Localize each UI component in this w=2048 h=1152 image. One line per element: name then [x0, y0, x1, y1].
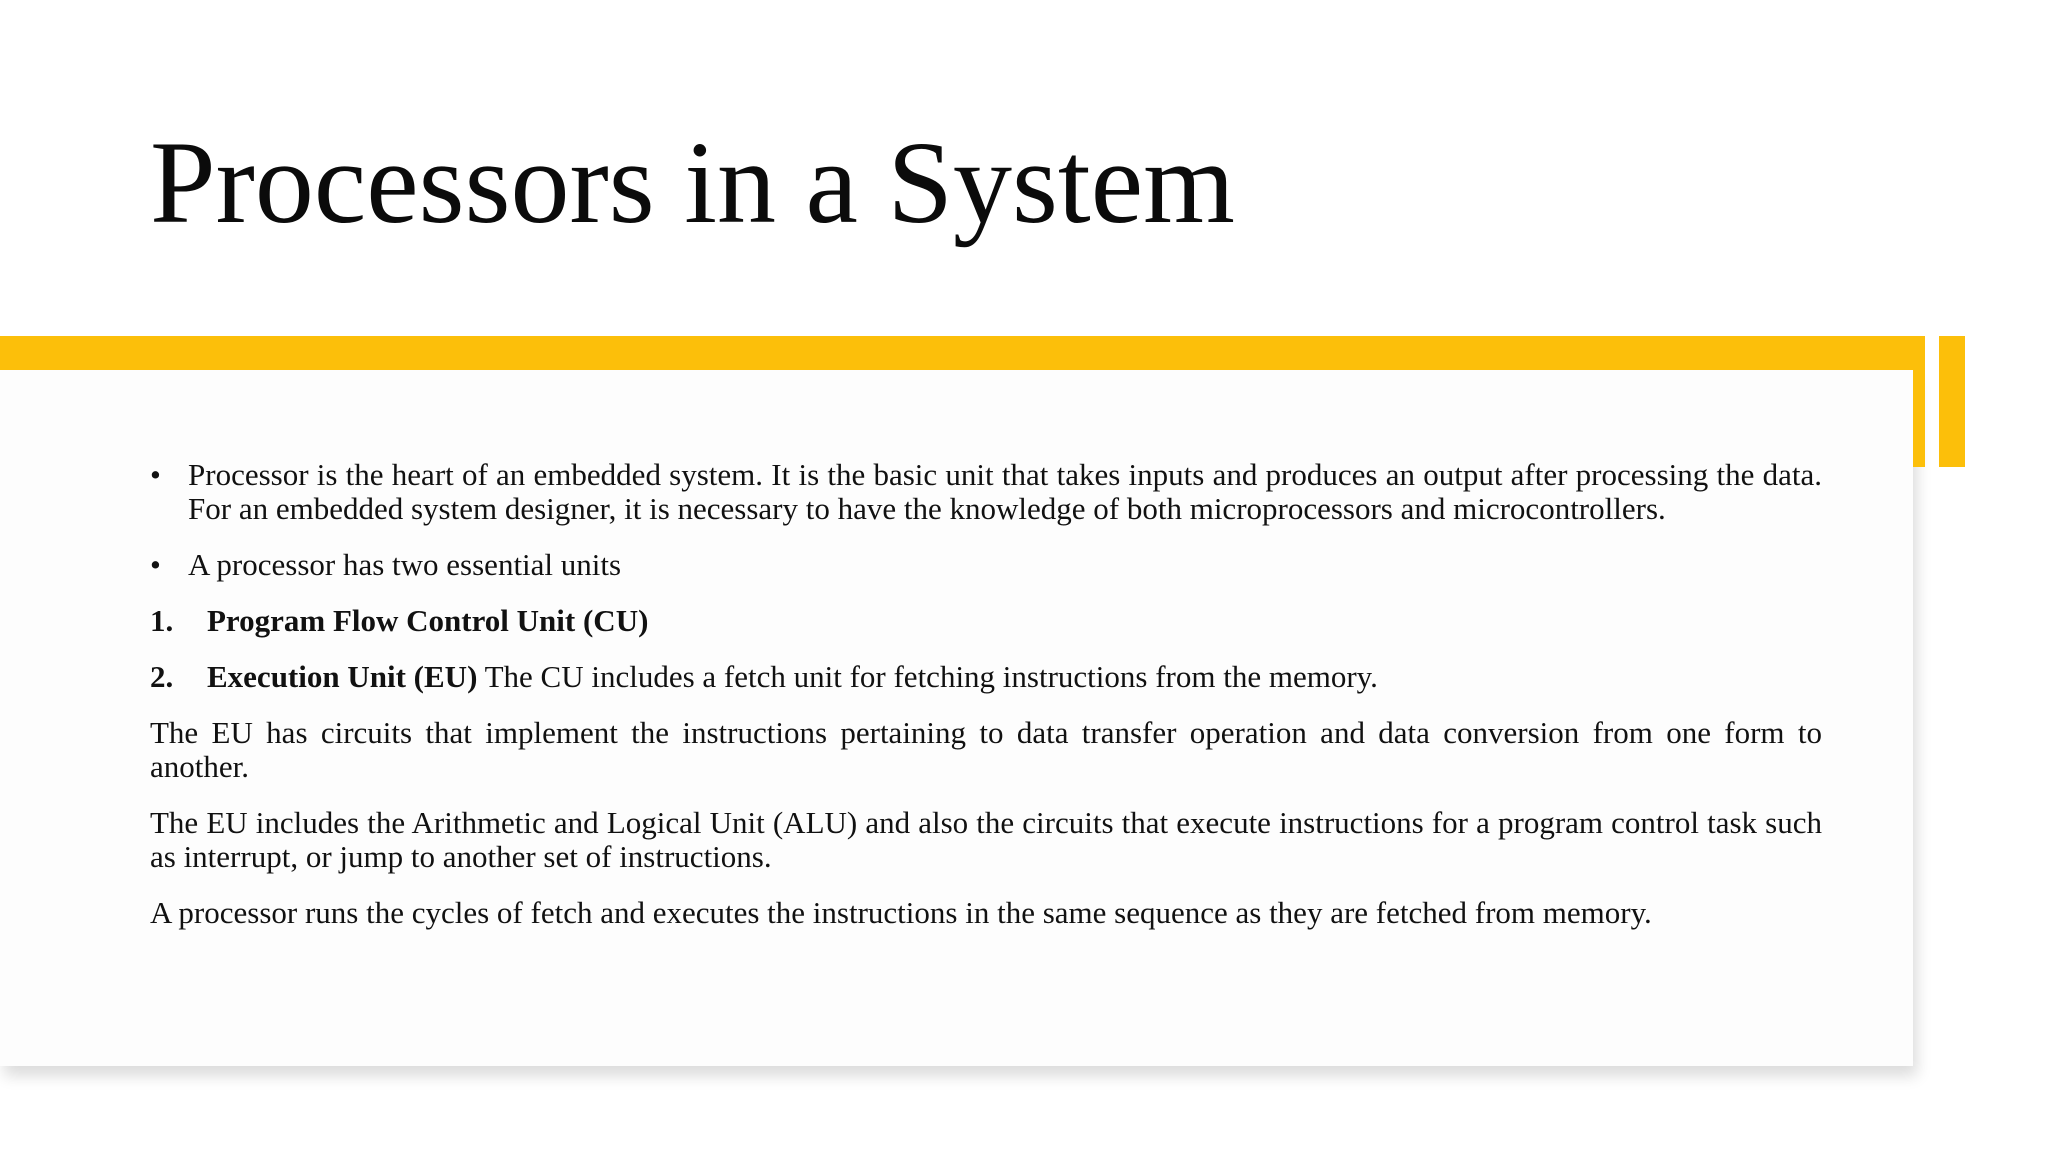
bullet-dot: •	[150, 547, 161, 582]
numbered-item	[150, 604, 1822, 638]
bullet-text: A processor has two essential units	[188, 547, 622, 582]
item-number: 2.	[150, 659, 174, 694]
accent-post	[1939, 336, 1965, 467]
item-number: 1.	[150, 603, 174, 638]
accent-bar-end	[1913, 336, 1925, 467]
numbered-item	[150, 660, 1822, 694]
numbered-text	[207, 660, 1822, 694]
accent-bar	[0, 336, 1925, 370]
bullet-dot: •	[150, 457, 161, 492]
bullet-item	[150, 458, 1822, 526]
bullet-text: Processor is the heart of an embedded system. It is the basic unit that takes inputs and produces an output after processing the data. For an embedded system designer, it is necessary to have the knowledge of both microprocessors and microcontrollers.	[188, 457, 1822, 526]
numbered-text	[207, 604, 1822, 638]
unit-description: The CU includes a fetch unit for fetching instructions from the memory.	[477, 659, 1378, 694]
bullet-item	[150, 548, 1822, 582]
body-paragraph: The EU includes the Arithmetic and Logical Unit (ALU) and also the circuits that execute instructions for a program control task such as interrupt, or jump to another set of instructions.	[150, 805, 1822, 874]
unit-name: Execution Unit (EU)	[207, 659, 478, 694]
body-paragraph: A processor runs the cycles of fetch and executes the instructions in the same sequence as they are fetched from memory.	[150, 895, 1652, 930]
body-paragraph: The EU has circuits that implement the instructions pertaining to data transfer operation and data conversion from one form to another.	[150, 715, 1822, 784]
unit-name: Program Flow Control Unit (CU)	[207, 603, 649, 638]
slide-title: Processors in a System	[150, 117, 1235, 248]
slide-body	[150, 458, 1822, 930]
